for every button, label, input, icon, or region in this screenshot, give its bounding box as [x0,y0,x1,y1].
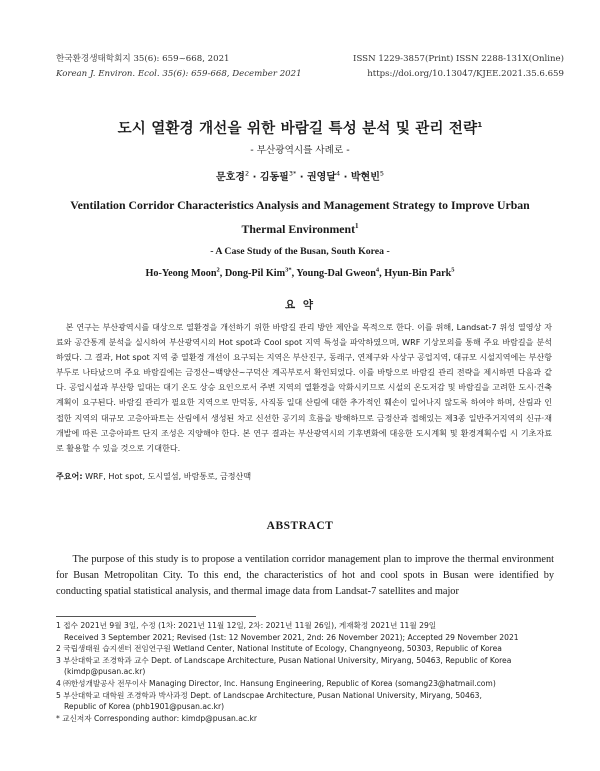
title-en-line-1: Ventilation Corridor Characteristics Analysis and Management Strategy to Improve Urban [70,198,530,212]
footnote: * 교신저자 Corresponding author: kimdp@pusan.ac.kr [56,713,257,723]
title-kr-footnote-mark: 1 [477,121,483,130]
journal-citation [56,52,302,82]
author-kr: 문호경$^2$ [215,169,250,183]
journal-citation-kr: 한국환경생태학회지 35(6): 659~668, 2021 [56,54,230,64]
keywords [56,471,552,482]
authors-kr: 문호경$^2$ · 김동필$^{3*}$ · 권영달$^4$ · 박현빈$^5$ [215,169,385,183]
abstract-kr-heading: 요 약 [285,299,315,311]
footnote: 3 부산대학교 조경학과 교수 Dept. of Landscape Architecture, Pusan National University, Miryang, 50463, Republic of Korea (kimdp@pusan.ac.kr) [56,655,512,677]
title-kr [0,117,600,138]
journal-identifiers [353,52,564,82]
subtitle-kr: - 부산광역시를 사례로 - [250,145,350,156]
footnote: 5 부산대학교 대학원 조경학과 박사과정 Dept. of Landscpae Architecture, Pusan National University, Miryang, 50463, Republic of Korea (phb1901@pusan.ac.kr) [56,690,482,712]
author-en: Hyun-Bin Park$^5$ [384,266,455,279]
authors-en: Ho-Yeong Moon$^2$, Dong-Pil Kim$^{3*}$, Young-Dal Gweon$^4$, Hyun-Bin Park$^5$ [145,266,455,279]
keywords-text: WRF, Hot spot, 도시열섬, 바람통로, 금정산맥 [82,472,252,481]
journal-citation-en: Korean J. Environ. Ecol. 35(6): 659-668, December 2021 [56,69,302,79]
keywords-label: 주요어: [56,472,83,481]
author-en: Ho-Yeong Moon$^2$ [145,266,220,279]
footnotes [56,620,556,724]
doi-link[interactable]: https://doi.org/10.13047/KJEE.2021.35.6.659 [367,69,564,79]
subtitle-en: - A Case Study of the Busan, South Korea - [210,246,390,257]
footnote-divider [56,616,256,617]
author-en: Dong-Pil Kim$^{3*}$ [224,266,292,279]
footnote: 2 국립생태원 습지센터 전임연구원 Wetland Center, National Institute of Ecology, Changnyeong, 50303, Republic of Korea [56,644,502,654]
author-kr: 박현빈$^5$ [350,169,385,183]
footnote: 1 접수 2021년 9월 3일, 수정 (1차: 2021년 11월 12일, 2차: 2021년 11월 26일), 게재확정 2021년 11월 29일 Received 3 September 2021; Revised (1st: 12 November 2021, 2nd: 26 November 2021); Accepted 29 November 2021 [56,621,519,642]
issn: ISSN 1229-3857(Print) ISSN 2288-131X(Online) [353,54,564,64]
author-en: Young-Dal Gweon$^4$ [296,266,380,279]
abstract-kr-body: 본 연구는 부산광역시를 대상으로 열환경을 개선하기 위한 바람길 관리 방안 제안을 목적으로 한다. 이를 위해, Landsat-7 위성 열영상 자료와 공간통계 분석을 실시하여 부산광역시의 Hot spot과 Cool spot 지역 특성을 파악하였으며, WRF 기상모의를 통해 주요 바람길을 분석하였다. 그 결과, Hot spot 지역 중 열환경 개선이 요구되는 지역은 부산진구, 동래구, 연제구와 사상구 공업지역, 대규모 시설지역에는 부산항 부두로 나타났으며 주요 바람길에는 금정산~백양산~구덕산 계곡부로서 확인되었다. 이를 바탕으로 바람길 관리 전략을 제시하면 다음과 같다. 공업시설과 부산항 일대는 대기 온도 상승 요인으로서 주변 지역의 열환경을 악화시키므로 시설의 온도저감 및 바람길을 고려한 도시·건축계획이 요구된다. 바람길 관리가 필요한 지역으로 만덕동, 사직동 일대 산림에 대한 추가적인 훼손이 일어나지 않도록 하여야 하며, 산림과 인접한 지역의 대규모 고층아파트는 산림에서 생성된 차고 신선한 공기의 흐름을 방해하므로 금정산과 접해있는 제3종 일반주거지역의 신규·재개발에 따른 고층아파트 단지 조성은 지양해야 한다. 본 연구 결과는 부산광역시의 기후변화에 대응한 도시계획 및 환경계획수립 시 기초자료로 활용할 수 있을 것으로 기대한다. [56,323,552,453]
title-en-line-2: Thermal Environment$^1$ [241,222,359,236]
author-kr: 김동필$^{3*}$ [259,169,297,183]
abstract-heading: ABSTRACT [266,520,334,532]
footnote: 4 ㈜한성개발공사 전무이사 Managing Director, Inc. Hansung Engineering, Republic of Korea (somang23@hatmail.com) [56,678,496,688]
title-en [40,193,560,241]
abstract-en-body: The purpose of this study is to propose a ventilation corridor management plan to improve the thermal environment for Busan Metropolitan City. To this end, the characteristics of hot and cool spots in Busan were identified by conducting spatial statistical analysis, and thermal image data from Landsat-7 satellites and major [56,554,554,598]
title-kr-text: 도시 열환경 개선을 위한 바람길 특성 분석 및 관리 전략 [117,121,478,137]
author-kr: 권영달$^4$ [307,169,341,183]
